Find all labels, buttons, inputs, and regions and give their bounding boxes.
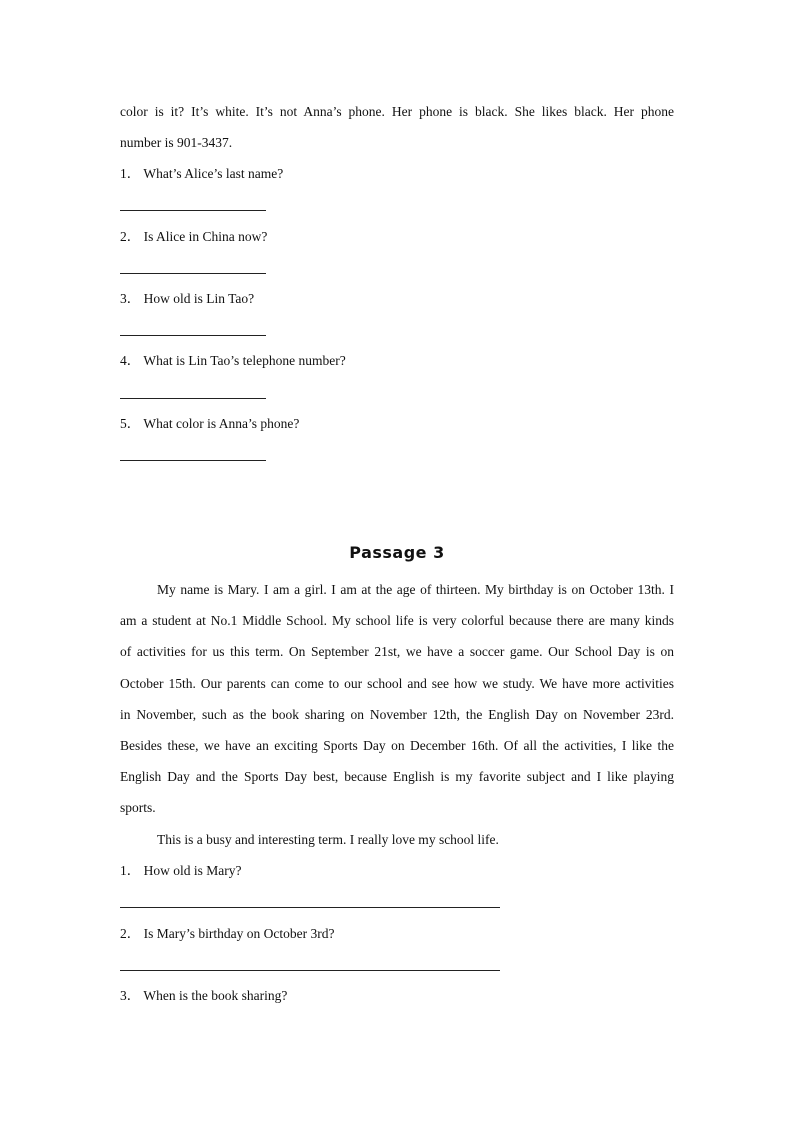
- paragraph-line: sports.: [120, 800, 156, 815]
- passage3-question-2: 2． Is Mary’s birthday on October 3rd?: [120, 926, 335, 941]
- paragraph-line: My name is Mary. I am a girl. I am at the age of thirteen. My birthday is on October 13th. I: [157, 582, 674, 597]
- passage2-question-3: 3． How old is Lin Tao?: [120, 291, 255, 306]
- paragraph-line: Besides these, we have an exciting Sports Day on December 16th. Of all the activities, I like the: [120, 738, 674, 753]
- answer-line[interactable]: [120, 460, 266, 461]
- answer-line[interactable]: [120, 335, 266, 336]
- paragraph-line: in November, such as the book sharing on November 12th, the English Day on November 23rd.: [120, 707, 674, 722]
- passage2-text-line: color is it? It’s white. It’s not Anna’s phone. Her phone is black. She likes black. Her phone: [120, 104, 674, 119]
- answer-line[interactable]: [120, 907, 500, 908]
- answer-line[interactable]: [120, 970, 500, 971]
- passage2-question-1: 1． What’s Alice’s last name?: [120, 166, 284, 181]
- passage2-question-5: 5． What color is Anna’s phone?: [120, 416, 300, 431]
- paragraph-line: am a student at No.1 Middle School. My school life is very colorful because there are many kinds: [120, 613, 674, 628]
- passage3-question-3: 3． When is the book sharing?: [120, 988, 288, 1003]
- passage2-question-2: 2． Is Alice in China now?: [120, 229, 268, 244]
- answer-line[interactable]: [120, 273, 266, 274]
- passage2-text-line: number is 901-3437.: [120, 135, 233, 150]
- passage-title: Passage 3: [349, 543, 445, 562]
- paragraph-line: of activities for us this term. On September 21st, we have a soccer game. Our School Day is on: [120, 644, 674, 659]
- paragraph-line: English Day and the Sports Day best, because English is my favorite subject and I like playing: [120, 769, 674, 784]
- answer-line[interactable]: [120, 210, 266, 211]
- paragraph-line: October 15th. Our parents can come to our school and see how we study. We have more activities: [120, 676, 674, 691]
- paragraph-2: This is a busy and interesting term. I really love my school life.: [157, 832, 499, 847]
- passage2-question-4: 4． What is Lin Tao’s telephone number?: [120, 353, 346, 368]
- passage3-question-1: 1． How old is Mary?: [120, 863, 242, 878]
- answer-line[interactable]: [120, 398, 266, 399]
